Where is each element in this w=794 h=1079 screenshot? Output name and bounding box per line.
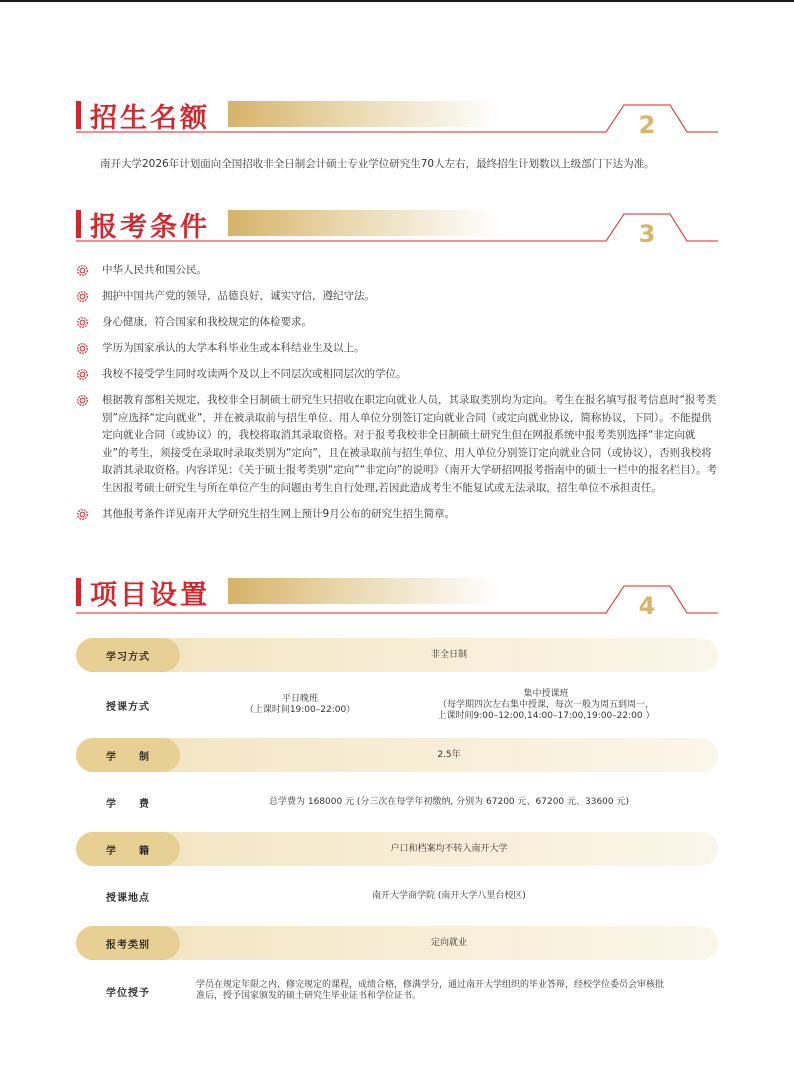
row-label: 学 籍 [106,845,150,857]
row-value [180,971,718,1011]
condition-text: 中华人民共和国公民。 [102,264,207,276]
table-row [76,683,718,727]
degree-text-line: 学员在规定年限之内，修完规定的课程，成绩合格，修满学分，通过南开大学组织的毕业答辩，经校学位委员会审核批 [196,980,665,990]
section-title: 项目设置 [90,580,210,611]
section-number-frame [76,570,718,620]
table-row [76,877,718,915]
quota-text: 南开大学2026年计划面向全国招收非全日制会计硕士专业学位研究生70人左右，最终招生计划数以上级部门下达为准。 [100,158,655,170]
conditions-list [76,262,718,532]
option-detail: 上课时间9:00–12:00,14:00–17:00,19:00–22:00 ） [437,710,655,721]
flower-ring-icon [76,368,89,381]
flower-ring-icon [76,508,89,521]
row-label: 学习方式 [106,651,150,663]
condition-text: 其他报考条件详见南开大学研究生招生网上预计9月公布的研究生招生简章。 [102,507,456,520]
condition-text: 根据教育部相关规定，我校非全日制硕士研究生只招收在职定向就业人员，其录取类别均为定向。考生在报名填写报考信息时“报考类别”应选择“定向就业”，并在被录取前与招生单位、用人单位分别签订定向就业合同（或定向就业协议，简称协议，下同）。不能提供定向就业合同（或协议）的，我校将取消其录取资格。对于报考我校非全日制硕士研究生但在网报系统中报考类别选择“非定向就业”的考生，须接受在录取时录取类别为“定向”，且在被录取前与招生单位、用人单位分别签订定向就业合同（或协议），否则我校将取消其录取资格。内容详见：《关于硕士报考类别“定向”“非定向”的说明》（南开大学研招网报考指南中的硕士一栏中的报名栏目）。考生因报考硕士研究生与所在单位产生的问题由考生自行处理,若因此造成考生不能复试或无法录取，招生单位不承担责任。 [102,394,718,494]
row-value: 南开大学商学院 (南开大学八里台校区) [372,890,526,901]
option-detail: （上课时间19:00–22:00） [244,705,356,715]
degree-text-line: 准后，授予国家颁发的硕士研究生毕业证书和学位证书。 [196,991,422,1001]
table-row [76,926,718,960]
row-label: 学 费 [106,798,150,810]
row-value: 户口和档案均不转入南开大学 [390,843,508,854]
section-number-frame [76,93,718,143]
table-row [76,638,718,672]
table-row [76,738,718,772]
row-label: 授课方式 [106,701,150,713]
row-label: 学位授予 [106,987,150,999]
flower-ring-icon [76,316,89,329]
option-title: 平日晚班 [281,694,318,704]
section-number: 3 [638,220,656,248]
section-number-frame [76,202,718,252]
list-item [76,506,718,524]
condition-text: 拥护中国共产党的领导，品德良好，诚实守信，遵纪守法。 [102,290,375,302]
list-item [76,366,718,384]
top-border-line [0,0,794,2]
section-header-program [76,570,718,620]
section-title: 招生名额 [90,103,210,134]
table-row [76,783,718,821]
option-title: 集中授课班 [523,688,569,699]
section-title: 报考条件 [90,212,210,243]
flower-ring-icon [76,264,89,277]
section-number: 4 [638,592,656,620]
option-detail: （每学期四次左右集中授课，每次一般为周五到周一， [437,699,654,710]
section-header-quota [76,93,718,143]
list-item [76,392,718,497]
row-value: 2.5年 [437,749,461,760]
list-item [76,262,718,280]
condition-text: 身心健康，符合国家和我校规定的体检要求。 [102,316,312,328]
row-value: 定向就业 [430,937,467,948]
table-row [76,832,718,866]
row-value: 非全日制 [430,649,467,660]
section-number: 2 [638,111,656,139]
flower-ring-icon [76,394,89,407]
condition-text: 我校不接受学生同时攻读两个及以上不同层次或相同层次的学位。 [102,368,407,380]
row-label: 授课地点 [106,892,150,904]
row-value: 总学费为 168000 元 (分三次在每学年初缴纳, 分别为 67200 元、67200 元、33600 元) [268,796,630,807]
list-item [76,340,718,358]
row-label: 报考类别 [106,939,150,951]
program-table [76,638,718,1022]
table-row [76,971,718,1011]
condition-text: 学历为国家承认的大学本科毕业生或本科结业生及以上。 [102,342,365,354]
section-header-conditions [76,202,718,252]
teaching-option-intensive [376,683,716,727]
flower-ring-icon [76,342,89,355]
list-item [76,288,718,306]
list-item [76,314,718,332]
row-label: 学 制 [106,751,150,763]
flower-ring-icon [76,290,89,303]
